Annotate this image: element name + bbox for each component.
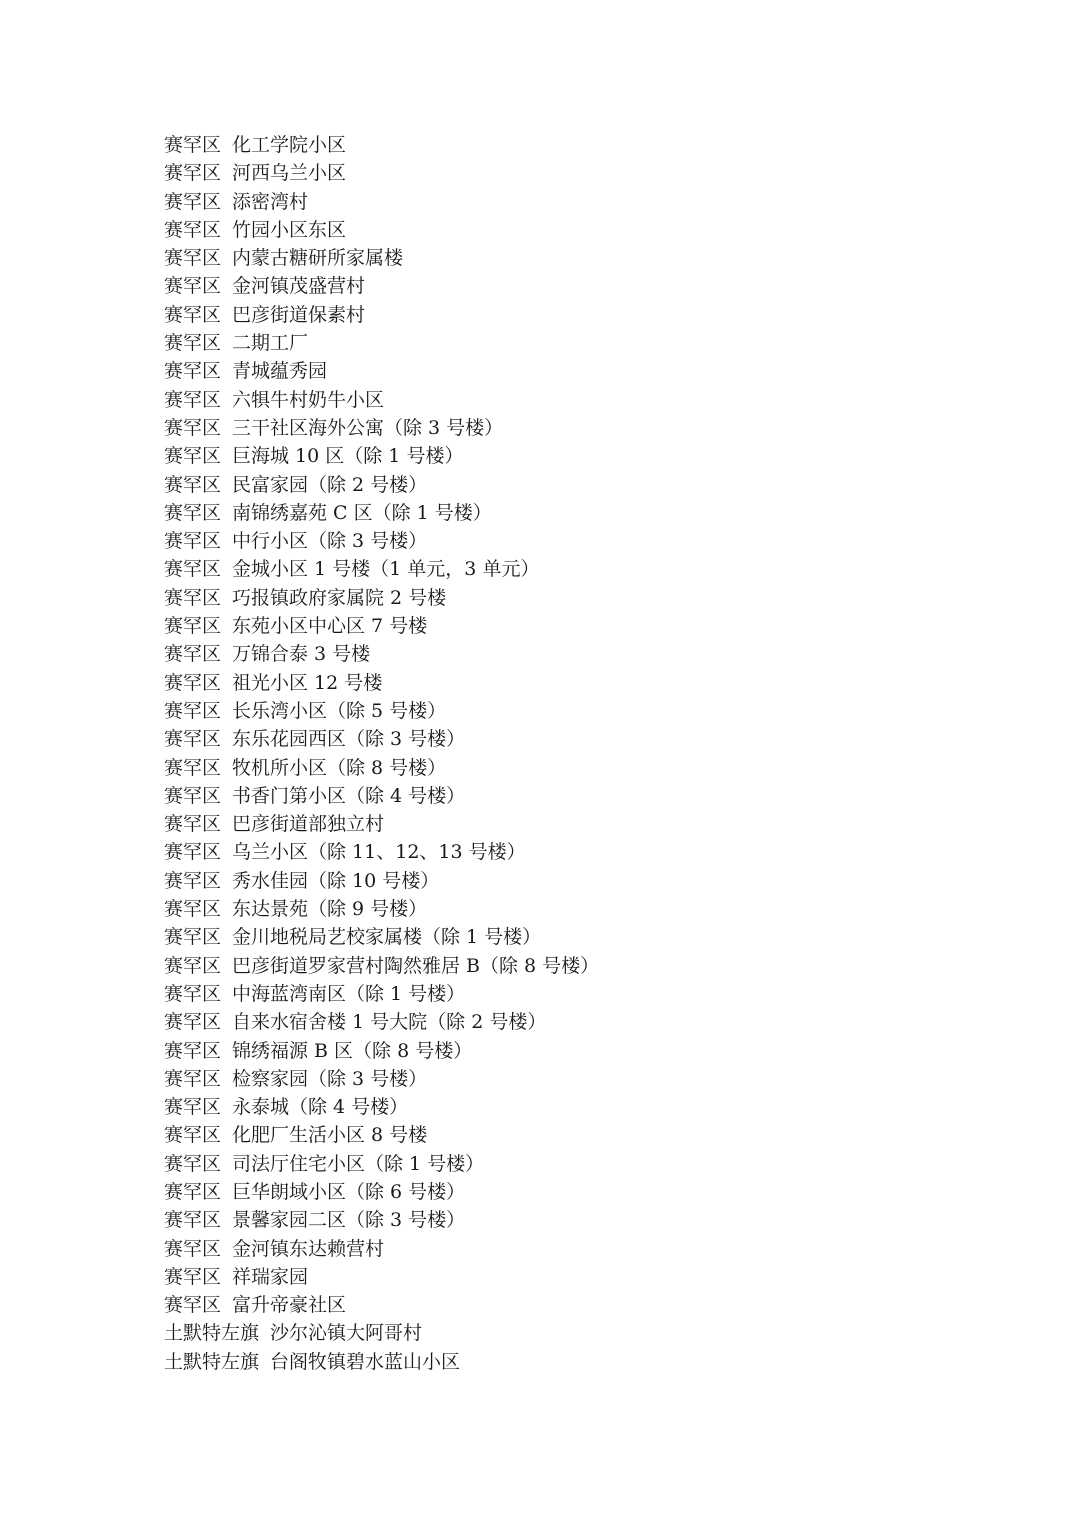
place-name: 巴彦街道保素村 [232,303,366,326]
district-name: 赛罕区 [164,190,222,213]
district-name: 赛罕区 [164,1039,222,1062]
place-name: 祥瑞家园 [232,1265,309,1288]
list-item [164,895,599,923]
district-name: 赛罕区 [164,784,222,807]
list-item [164,867,599,895]
district-name: 赛罕区 [164,1294,222,1317]
district-name: 赛罕区 [164,1011,222,1034]
place-name: 添密湾村 [232,190,309,213]
district-name: 赛罕区 [164,841,222,864]
list-item [164,1319,599,1347]
list-item [164,923,599,951]
list-item [164,1291,599,1319]
list-item [164,1121,599,1149]
place-name: 内蒙古糖研所家属楼 [232,247,404,270]
place-name: 化肥厂生活小区 8 号楼 [232,1124,428,1147]
place-name: 巨海城 10 区（除 1 号楼） [232,445,464,468]
place-name: 金河镇东达赖营村 [232,1237,385,1260]
place-name: 金城小区 1 号楼（1 单元，3 单元） [232,558,540,581]
district-name: 赛罕区 [164,1124,222,1147]
place-name: 河西乌兰小区 [232,162,347,185]
district-name: 赛罕区 [164,1152,222,1175]
place-name: 巴彦街道部独立村 [232,813,385,836]
list-item [164,1008,599,1036]
district-name: 赛罕区 [164,445,222,468]
list-item [164,1093,599,1121]
place-name: 金河镇茂盛营村 [232,275,366,298]
area-list [164,131,599,1376]
place-name: 锦绣福源 B 区（除 8 号楼） [232,1039,473,1062]
list-item [164,612,599,640]
district-name: 赛罕区 [164,1237,222,1260]
place-name: 富升帝豪社区 [232,1294,347,1317]
list-item [164,1348,599,1376]
district-name: 赛罕区 [164,134,222,156]
place-name: 祖光小区 12 号楼 [232,671,383,694]
district-name: 赛罕区 [164,530,222,553]
district-name: 赛罕区 [164,1067,222,1090]
place-name: 巴彦街道罗家营村陶然雅居 B（除 8 号楼） [232,954,600,977]
district-name: 土默特左旗 [164,1350,260,1373]
list-item [164,386,599,414]
district-name: 赛罕区 [164,898,222,921]
place-name: 民富家园（除 2 号楼） [232,473,428,496]
list-item [164,697,599,725]
place-name: 二期工厂 [232,332,309,355]
list-item [164,329,599,357]
list-item [164,272,599,300]
list-item [164,1150,599,1178]
list-item [164,1263,599,1291]
place-name: 牧机所小区（除 8 号楼） [232,756,447,779]
place-name: 东达景苑（除 9 号楼） [232,898,428,921]
place-name: 竹园小区东区 [232,218,347,241]
place-name: 南锦绣嘉苑 C 区（除 1 号楼） [232,501,492,524]
place-name: 乌兰小区（除 11、12、13 号楼） [232,841,526,864]
place-name: 书香门第小区（除 4 号楼） [232,784,466,807]
list-item [164,527,599,555]
district-name: 赛罕区 [164,303,222,326]
district-name: 赛罕区 [164,416,222,439]
list-item [164,1206,599,1234]
list-item [164,131,599,159]
list-item [164,952,599,980]
list-item [164,1037,599,1065]
list-item [164,1178,599,1206]
list-item [164,1065,599,1093]
district-name: 赛罕区 [164,615,222,638]
district-name: 赛罕区 [164,728,222,751]
place-name: 永泰城（除 4 号楼） [232,1096,409,1119]
list-item [164,499,599,527]
place-name: 自来水宿舍楼 1 号大院（除 2 号楼） [232,1011,547,1034]
list-item [164,442,599,470]
list-item [164,357,599,385]
place-name: 中海蓝湾南区（除 1 号楼） [232,982,466,1005]
district-name: 赛罕区 [164,275,222,298]
district-name: 赛罕区 [164,813,222,836]
list-item [164,188,599,216]
list-item [164,216,599,244]
list-item [164,782,599,810]
place-name: 三干社区海外公寓（除 3 号楼） [232,416,504,439]
list-item [164,754,599,782]
district-name: 赛罕区 [164,360,222,383]
list-item [164,555,599,583]
district-name: 赛罕区 [164,926,222,949]
district-name: 赛罕区 [164,671,222,694]
list-item [164,414,599,442]
district-name: 赛罕区 [164,558,222,581]
list-item [164,838,599,866]
list-item [164,980,599,1008]
district-name: 赛罕区 [164,501,222,524]
district-name: 赛罕区 [164,756,222,779]
district-name: 赛罕区 [164,218,222,241]
district-name: 赛罕区 [164,247,222,270]
list-item [164,725,599,753]
list-item [164,584,599,612]
place-name: 六犋牛村奶牛小区 [232,388,385,411]
district-name: 赛罕区 [164,1209,222,1232]
district-name: 赛罕区 [164,982,222,1005]
list-item [164,301,599,329]
place-name: 金川地税局艺校家属楼（除 1 号楼） [232,926,542,949]
place-name: 东苑小区中心区 7 号楼 [232,615,428,638]
district-name: 赛罕区 [164,388,222,411]
place-name: 巧报镇政府家属院 2 号楼 [232,586,447,609]
district-name: 赛罕区 [164,643,222,666]
place-name: 景馨家园二区（除 3 号楼） [232,1209,466,1232]
place-name: 中行小区（除 3 号楼） [232,530,428,553]
place-name: 沙尔沁镇大阿哥村 [270,1322,423,1345]
list-item [164,1235,599,1263]
district-name: 赛罕区 [164,1265,222,1288]
district-name: 赛罕区 [164,473,222,496]
place-name: 司法厅住宅小区（除 1 号楼） [232,1152,485,1175]
place-name: 检察家园（除 3 号楼） [232,1067,428,1090]
place-name: 秀水佳园（除 10 号楼） [232,869,440,892]
district-name: 赛罕区 [164,869,222,892]
place-name: 长乐湾小区（除 5 号楼） [232,699,447,722]
list-item [164,244,599,272]
district-name: 土默特左旗 [164,1322,260,1345]
place-name: 巨华朗域小区（除 6 号楼） [232,1180,466,1203]
district-name: 赛罕区 [164,332,222,355]
district-name: 赛罕区 [164,1096,222,1119]
list-item [164,471,599,499]
district-name: 赛罕区 [164,699,222,722]
place-name: 化工学院小区 [232,134,347,156]
district-name: 赛罕区 [164,954,222,977]
district-name: 赛罕区 [164,162,222,185]
list-item [164,640,599,668]
list-item [164,669,599,697]
place-name: 东乐花园西区（除 3 号楼） [232,728,466,751]
district-name: 赛罕区 [164,586,222,609]
place-name: 台阁牧镇碧水蓝山小区 [270,1350,461,1373]
place-name: 万锦合泰 3 号楼 [232,643,371,666]
place-name: 青城蕴秀园 [232,360,328,383]
district-name: 赛罕区 [164,1180,222,1203]
list-item [164,159,599,187]
list-item [164,810,599,838]
